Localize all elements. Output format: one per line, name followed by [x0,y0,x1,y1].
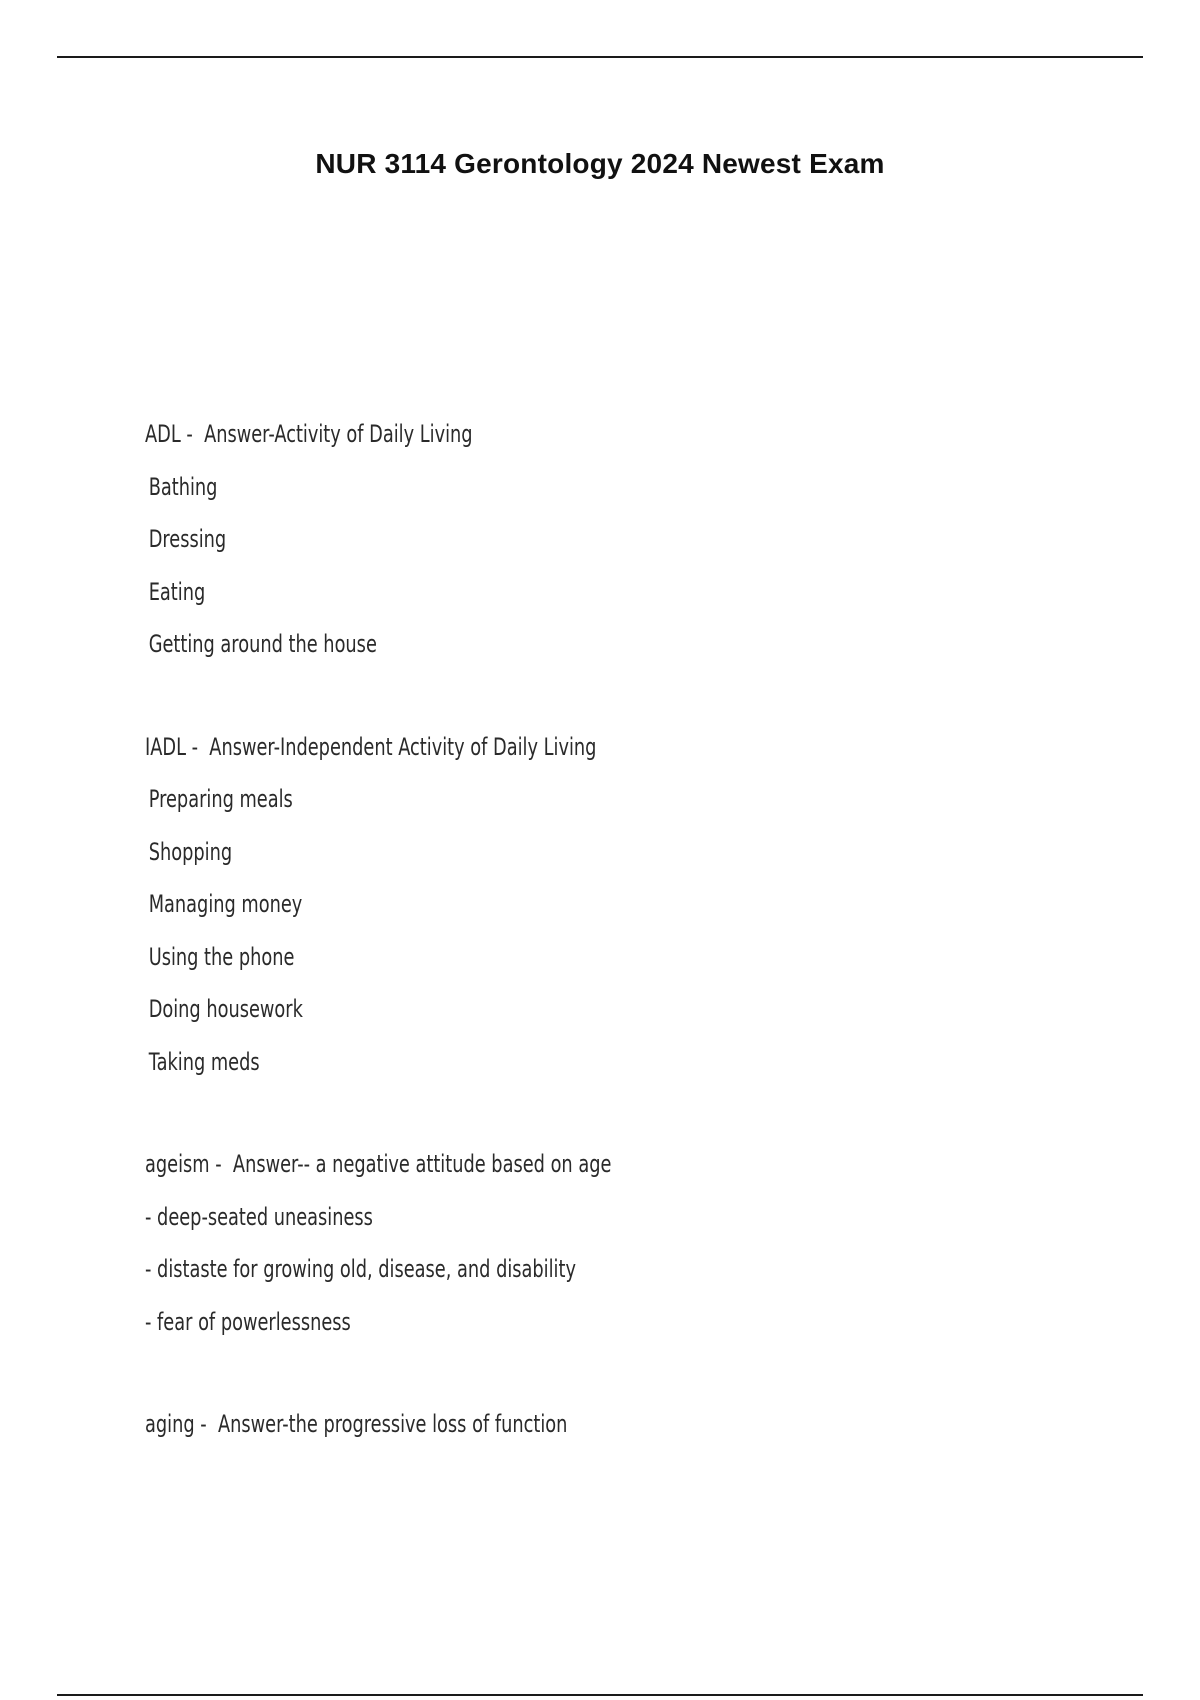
list-item: Bathing [148,472,218,501]
list-item: Dressing [148,525,227,553]
list-item: Preparing meals [148,785,293,813]
top-rule [57,56,1143,58]
entry-adl [145,408,1045,671]
term-definition: ageism - Answer-- a negative attitude based on age [145,1150,612,1178]
list-item: Getting around the house [148,630,377,658]
term-definition: aging - Answer-the progressive loss of function [145,1410,568,1438]
entry-iadl [145,721,1045,1089]
document-title: NUR 3114 Gerontology 2024 Newest Exam [315,148,885,179]
term-definition: ADL - Answer-Activity of Daily Living [145,420,473,448]
bottom-rule [57,1694,1143,1696]
list-item: - distaste for growing old, disease, and disability [145,1255,576,1283]
term-definition: IADL - Answer-Independent Activity of Daily Living [145,732,597,761]
entry-aging [145,1398,1045,1451]
flashcard-list [145,408,1045,1501]
list-item: Taking meds [148,1047,260,1076]
list-item: Shopping [148,837,233,866]
list-item: - deep-seated uneasiness [145,1202,373,1231]
list-item: - fear of powerlessness [145,1307,351,1336]
list-item: Doing housework [148,995,303,1023]
list-item: Using the phone [148,942,295,971]
list-item: Managing money [148,890,303,918]
list-item: Eating [148,577,206,606]
entry-ageism [145,1138,1045,1348]
